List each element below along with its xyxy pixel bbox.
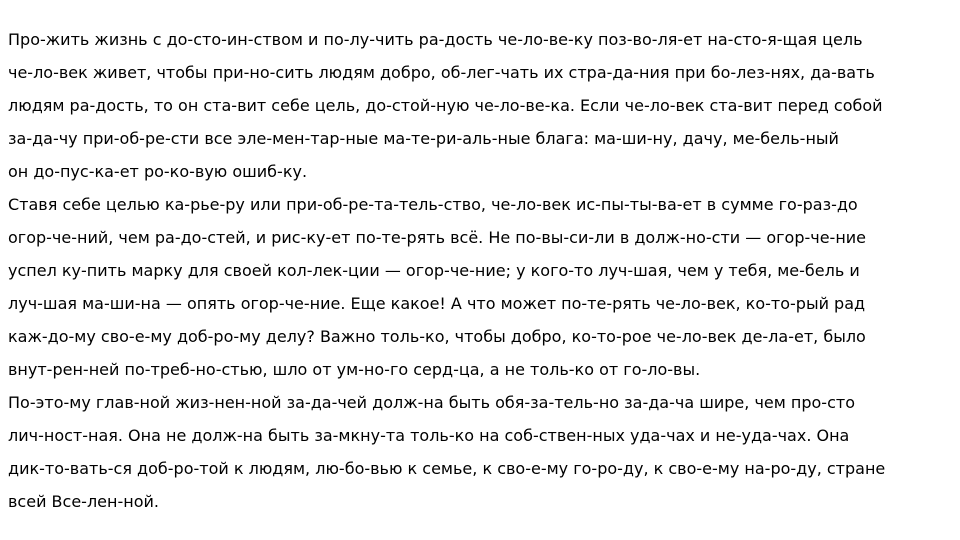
text-line: успел ку-пить марку для своей кол-лек-ции — огор-че-ние; у кого-то луч-шая, чем у тебя, ме-бель и: [8, 261, 860, 280]
text-line: дик-то-вать-ся доб-ро-той к людям, лю-бо-вью к семье, к сво-е-му го-ро-ду, к сво-е-му на-ро-ду, стране: [8, 459, 886, 478]
text-line: лич-ност-ная. Она не долж-на быть за-мкну-та толь-ко на соб-ствен-ных уда-чах и не-уда-чах. Она: [8, 426, 850, 445]
text-line: за-да-чу при-об-ре-сти все эле-мен-тар-ные ма-те-ри-аль-ные блага: ма-ши-ну, дачу, ме-бель-ный: [8, 129, 839, 148]
text-line: Про-жить жизнь с до-сто-ин-ством и по-лу-чить ра-дость че-ло-ве-ку поз-во-ля-ет на-сто-я-щая цель: [8, 30, 863, 49]
text-line: он до-пус-ка-ет ро-ко-вую ошиб-ку.: [8, 162, 308, 181]
text-line: каж-до-му сво-е-му доб-ро-му делу? Важно толь-ко, чтобы добро, ко-то-рое че-ло-век де-ла-ет, было: [8, 327, 866, 346]
text-line: че-ло-век живет, чтобы при-но-сить людям добро, об-лег-чать их стра-да-ния при бо-лез-нях, да-вать: [8, 63, 875, 82]
text-line: огор-че-ний, чем ра-до-стей, и рис-ку-ет по-те-рять всё. Не по-вы-си-ли в долж-но-сти — огор-че-ние: [8, 228, 867, 247]
text-line: Ставя себе целью ка-рье-ру или при-об-ре-та-тель-ство, че-ло-век ис-пы-ты-ва-ет в сумме го-раз-до: [8, 195, 858, 214]
text-line: людям ра-дость, то он ста-вит себе цель, до-стой-ную че-ло-ве-ка. Если че-ло-век ста-вит перед собой: [8, 96, 883, 115]
text-line: луч-шая ма-ши-на — опять огор-че-ние. Еще какое! А что может по-те-рять че-ло-век, ко-то-рый рад: [8, 294, 866, 313]
text-line: внут-рен-ней по-треб-но-стью, шло от ум-но-го серд-ца, а не толь-ко от го-ло-вы.: [8, 360, 701, 379]
text-line: По-это-му глав-ной жиз-нен-ной за-да-чей долж-на быть обя-за-тель-но за-да-ча шире, чем про-сто: [8, 393, 855, 412]
text-line: всей Все-лен-ной.: [8, 492, 159, 511]
